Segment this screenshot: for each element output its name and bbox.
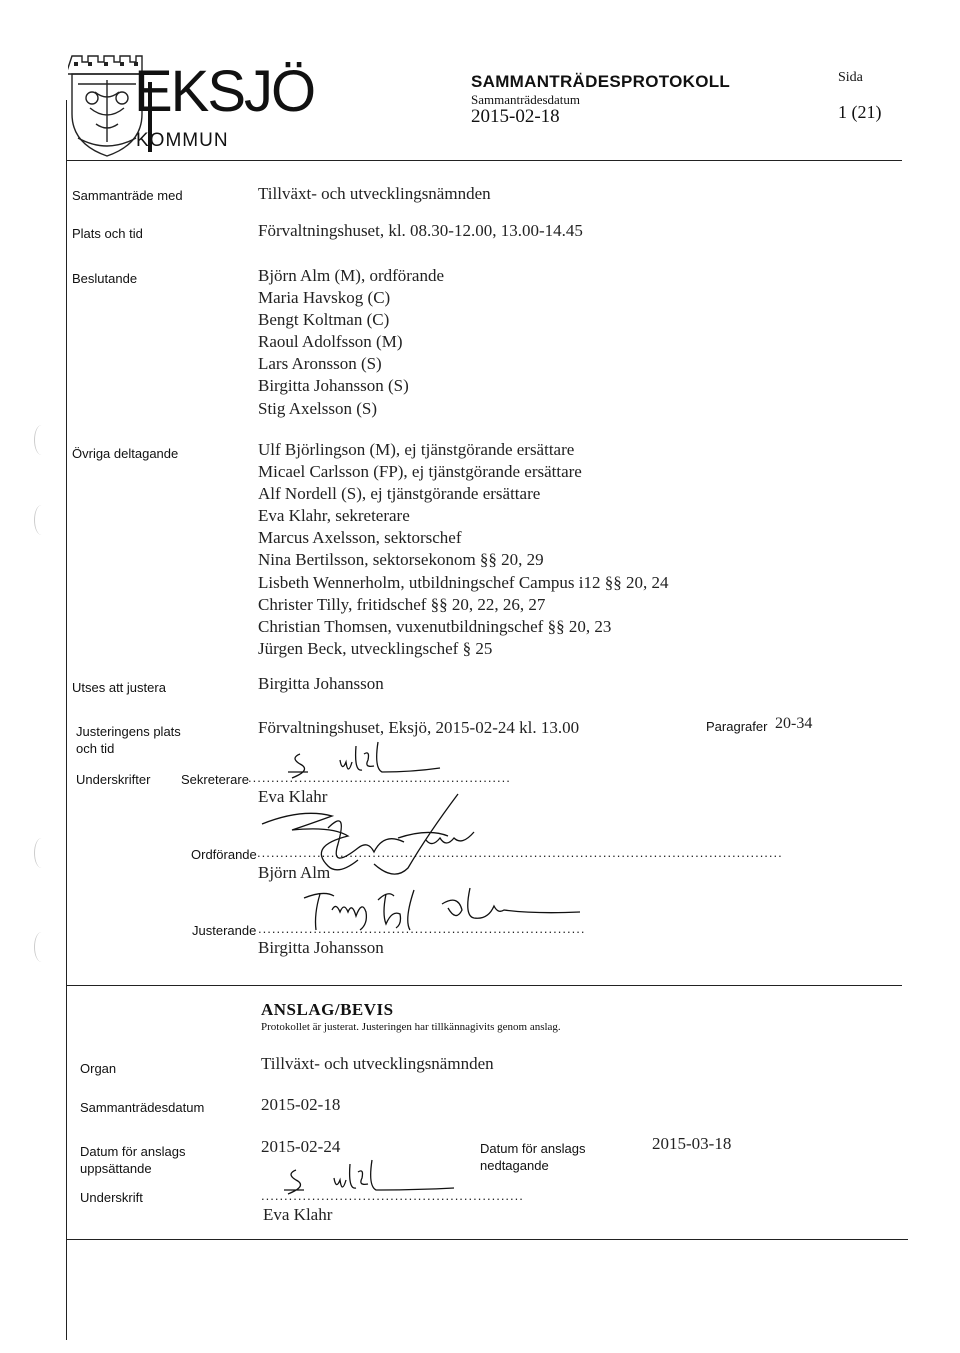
meeting-body: Tillväxt- och utvecklingsnämnden <box>258 184 491 203</box>
removed-date: 2015-03-18 <box>652 1134 732 1153</box>
chair-label: Ordförande <box>191 847 257 862</box>
signature-line: ......................................................... <box>248 770 511 785</box>
logo-subtitle: KOMMUN <box>136 130 229 151</box>
adjuster-signature-name: Birgitta Johansson <box>258 938 384 957</box>
removed-date-label: Datum för anslags nedtagande <box>480 1141 586 1173</box>
list-item: Björn Alm (M), ordförande <box>258 266 445 285</box>
adjuster-label: Utses att justera <box>72 680 166 695</box>
header-divider <box>66 160 902 161</box>
list-item: Bengt Koltman (C) <box>258 310 390 330</box>
adjuster-signature-label: Justerande <box>192 923 257 938</box>
page-label: Sida <box>838 70 863 85</box>
adjustment-place: Förvaltningshuset, Eksjö, 2015-02-24 kl. 13.00 <box>258 718 580 737</box>
page-number: 1 (21) <box>838 102 882 122</box>
notice-title: ANSLAG/BEVIS <box>261 1000 394 1019</box>
municipality-logo <box>68 52 315 162</box>
list-item: Christer Tilly, fritidschef §§ 20, 22, 26, 27 <box>258 594 546 614</box>
notice-signature-name: Eva Klahr <box>263 1205 333 1224</box>
list-item: Lisbeth Wennerholm, utbildningschef Campus i12 §§ 20, 24 <box>258 572 669 592</box>
list-item: Micael Carlsson (FP), ej tjänstgörande ersättare <box>258 462 582 482</box>
notice-subtitle: Protokollet är justerat. Justeringen har tillkännagivits genom anslag. <box>261 1021 561 1033</box>
list-item: Ulf Björlingson (M), ej tjänstgörande ersättare <box>258 440 575 459</box>
list-item: Jürgen Beck, utvecklingschef § 25 <box>258 638 493 658</box>
organ-value: Tillväxt- och utvecklingsnämnden <box>261 1054 494 1073</box>
list-item: Christian Thomsen, vuxenutbildningschef §§ 20, 23 <box>258 616 612 636</box>
others-label: Övriga deltagande <box>72 446 179 461</box>
others-list <box>258 439 669 660</box>
meeting-date-label: Sammanträdesdatum <box>471 92 581 107</box>
signatures-label: Underskrifter <box>76 772 151 787</box>
list-item: Alf Nordell (S), ej tjänstgörande ersättare <box>258 484 541 504</box>
secretary-signature <box>282 740 452 780</box>
decision-makers-list <box>258 265 444 420</box>
paragraphs-value: 20-34 <box>775 715 813 732</box>
notice-signature <box>272 1158 462 1198</box>
list-item: Nina Bertilsson, sektorsekonom §§ 20, 29 <box>258 550 544 570</box>
list-item: Raoul Adolfsson (M) <box>258 332 403 352</box>
list-item: Lars Aronsson (S) <box>258 354 382 374</box>
adjustment-place-label: Justeringens plats och tid <box>76 724 181 756</box>
list-item: Stig Axelsson (S) <box>258 398 378 418</box>
notice-signature-label: Underskrift <box>80 1190 143 1205</box>
signature-line: .................................................................................................................. <box>257 845 783 860</box>
notice-meeting-date-label: Sammanträdesdatum <box>80 1100 205 1115</box>
notice-bottom-divider <box>66 1239 908 1240</box>
list-item: Birgitta Johansson (S) <box>258 376 409 396</box>
adjuster-signature <box>294 880 594 940</box>
posted-date-label: Datum för anslags uppsättande <box>80 1144 186 1176</box>
signature-line: ......................................................... <box>261 1188 524 1203</box>
list-item: Marcus Axelsson, sektorschef <box>258 528 462 548</box>
list-item: Maria Havskog (C) <box>258 288 391 308</box>
adjuster-name: Birgitta Johansson <box>258 674 384 693</box>
logo-town-name: EKSJÖ <box>134 59 315 124</box>
signature-line: ....................................................................... <box>258 921 586 936</box>
decision-makers-label: Beslutande <box>72 271 138 286</box>
place-label: Plats och tid <box>72 226 143 241</box>
meeting-date: 2015-02-18 <box>471 106 560 127</box>
left-margin-line <box>66 100 67 1340</box>
chair-name: Björn Alm <box>258 863 331 882</box>
place-and-time: Förvaltningshuset, kl. 08.30-12.00, 13.00-14.45 <box>258 221 583 240</box>
paragraphs-label: Paragrafer <box>706 719 768 734</box>
notice-meeting-date: 2015-02-18 <box>261 1095 341 1114</box>
secretary-name: Eva Klahr <box>258 787 328 806</box>
organ-label: Organ <box>80 1061 117 1076</box>
list-item: Eva Klahr, sekreterare <box>258 506 410 526</box>
meeting-body-label: Sammanträde med <box>72 188 183 203</box>
secretary-label: Sekreterare <box>181 772 249 787</box>
posted-date: 2015-02-24 <box>261 1137 341 1156</box>
document-title: SAMMANTRÄDESPROTOKOLL <box>471 72 731 91</box>
notice-top-divider <box>66 985 902 986</box>
